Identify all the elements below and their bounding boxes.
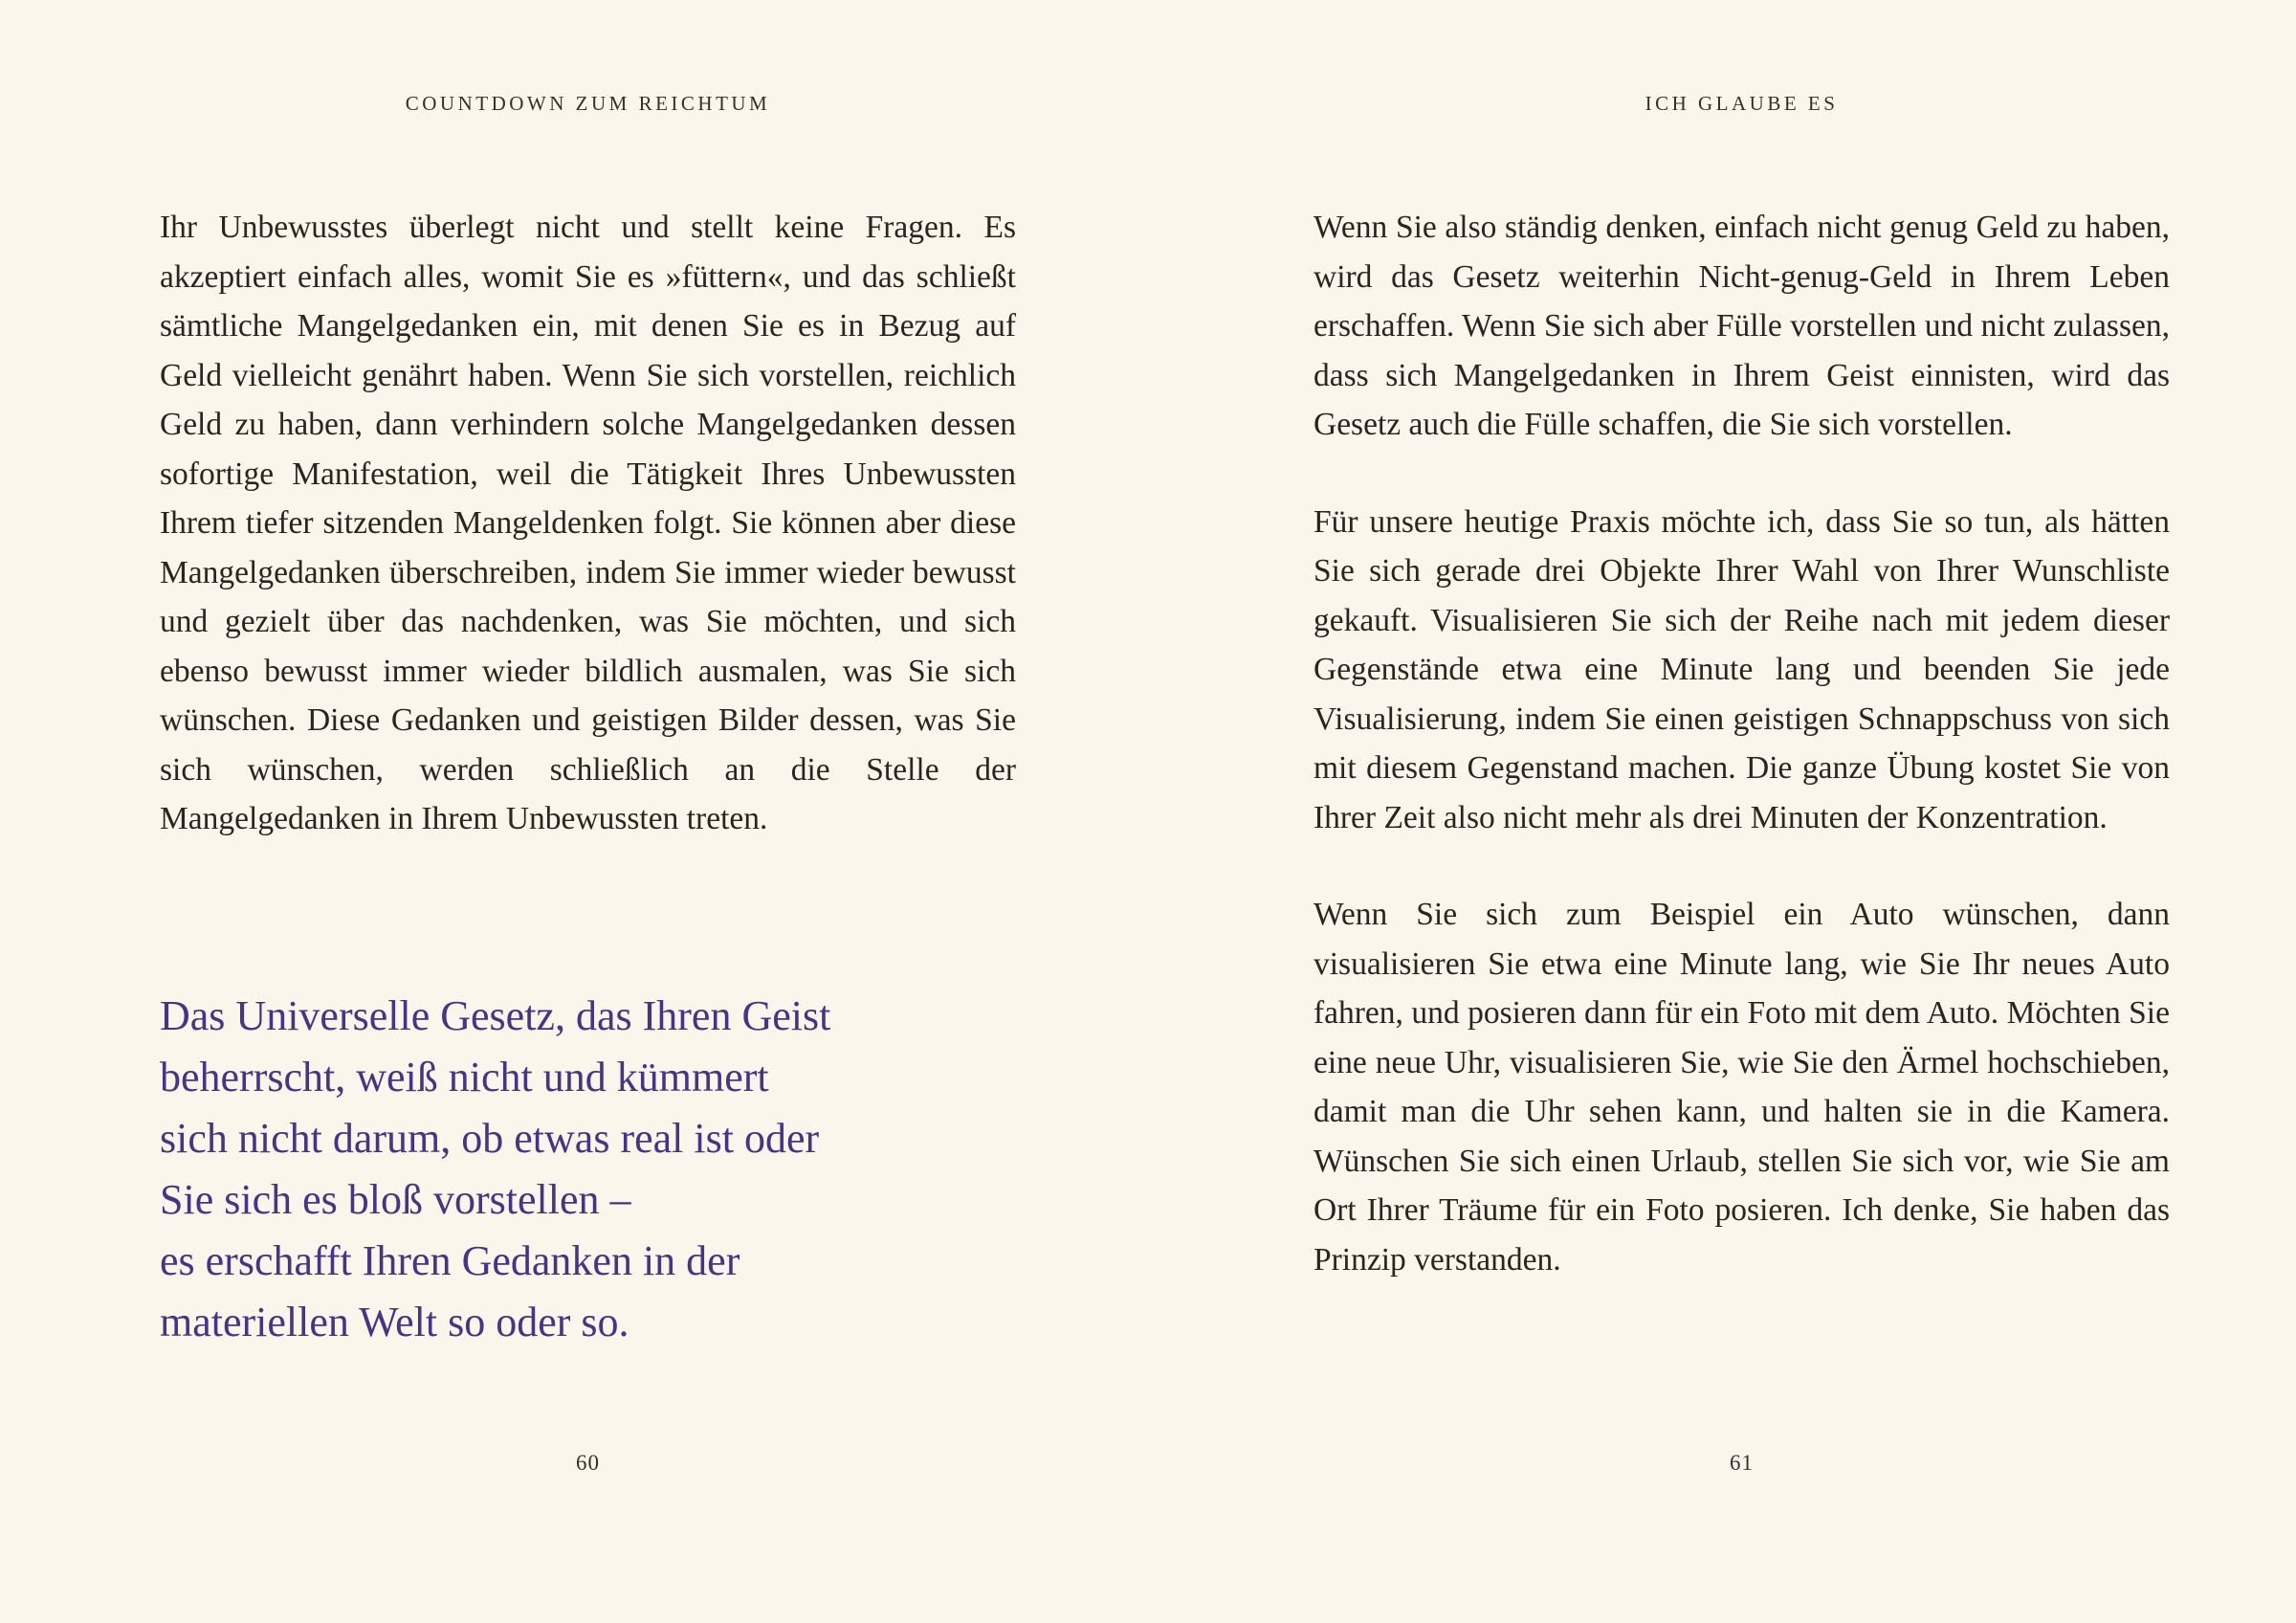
pull-quote-line: beherrscht, weiß nicht und kümmert — [160, 1054, 769, 1101]
body-paragraph: Ihr Unbewusstes überlegt nicht und stellt keine Fragen. Es akzeptiert einfach alles, womit Sie es »füttern«, und das schließt sämtliche Mangelgedanken ein, mit denen Sie es in Bezug auf Geld vielleicht genährt haben. Wenn Sie sich vorstellen, reichlich Geld zu haben, dann verhindern solche Mangelgedanken dessen sofortige Manifestation, weil die Tätigkeit Ihres Unbewussten Ihrem tiefer sitzenden Mangeldenken folgt. Sie können aber diese Mangelgedanken überschreiben, indem Sie immer wieder bewusst und gezielt über das nachdenken, was Sie möchten, und sich ebenso bewusst immer wieder bildlich ausmalen, was Sie sich wünschen. Diese Gedanken und geistigen Bilder dessen, was Sie sich wünschen, werden schließlich an die Stelle der Mangelgedanken in Ihrem Unbewussten treten. — [160, 210, 1016, 836]
page-right — [1148, 0, 2296, 1623]
pull-quote-line: es erschafft Ihren Gedanken in der — [160, 1237, 740, 1284]
pull-quote-line: materiellen Welt so oder so. — [160, 1299, 629, 1345]
page-left-column — [160, 0, 1016, 1623]
pull-quote-line: Das Universelle Gesetz, das Ihren Geist — [160, 992, 831, 1039]
page-left-body — [160, 203, 1016, 844]
body-paragraph: Wenn Sie also ständig denken, einfach nicht genug Geld zu haben, wird das Gesetz weiterhin Nicht-genug-Geld in Ihrem Leben erschaffen. Wenn Sie sich aber Fülle vorstellen und nicht zulassen, dass sich Mangelgedanken in Ihrem Geist einnisten, wird das Gesetz auch die Fülle schaffen, die Sie sich vorstellen. — [1314, 210, 2170, 442]
pull-quote-line: Sie sich es bloß vorstellen – — [160, 1176, 631, 1223]
pull-quote — [160, 986, 1016, 1353]
body-paragraph: Für unsere heutige Praxis möchte ich, dass Sie so tun, als hätten Sie sich gerade drei Objekte Ihrer Wahl von Ihrer Wunschliste gekauft. Visualisieren Sie sich der Reihe nach mit jedem dieser Gegenstände etwa eine Minute lang und beenden Sie jede Visualisierung, indem Sie einen geistigen Schnappschuss von sich mit diesem Gegenstand machen. Die ganze Übung kostet Sie von Ihrer Zeit also nicht mehr als drei Minuten der Konzentration. — [1314, 503, 2170, 835]
page-number-left: 60 — [576, 1451, 600, 1475]
running-head-left: COUNTDOWN ZUM REICHTUM — [405, 92, 771, 115]
running-head-right: ICH GLAUBE ES — [1645, 92, 1839, 115]
page-right-body — [1314, 203, 2170, 1284]
page-right-column — [1314, 0, 2170, 1623]
page-number-right: 61 — [1730, 1451, 1754, 1475]
body-paragraph: Wenn Sie sich zum Beispiel ein Auto wünschen, dann visualisieren Sie etwa eine Minute lang, wie Sie Ihr neues Auto fahren, und posieren dann für ein Foto mit dem Auto. Möchten Sie eine neue Uhr, visualisieren Sie, wie Sie den Ärmel hochschieben, damit man die Uhr sehen kann, und halten sie in die Kamera. Wünschen Sie sich einen Urlaub, stellen Sie sich vor, wie Sie am Ort Ihrer Träume für ein Foto posieren. Ich denke, Sie haben das Prinzip verstanden. — [1314, 897, 2170, 1278]
pull-quote-line: sich nicht darum, ob etwas real ist oder — [160, 1115, 820, 1162]
